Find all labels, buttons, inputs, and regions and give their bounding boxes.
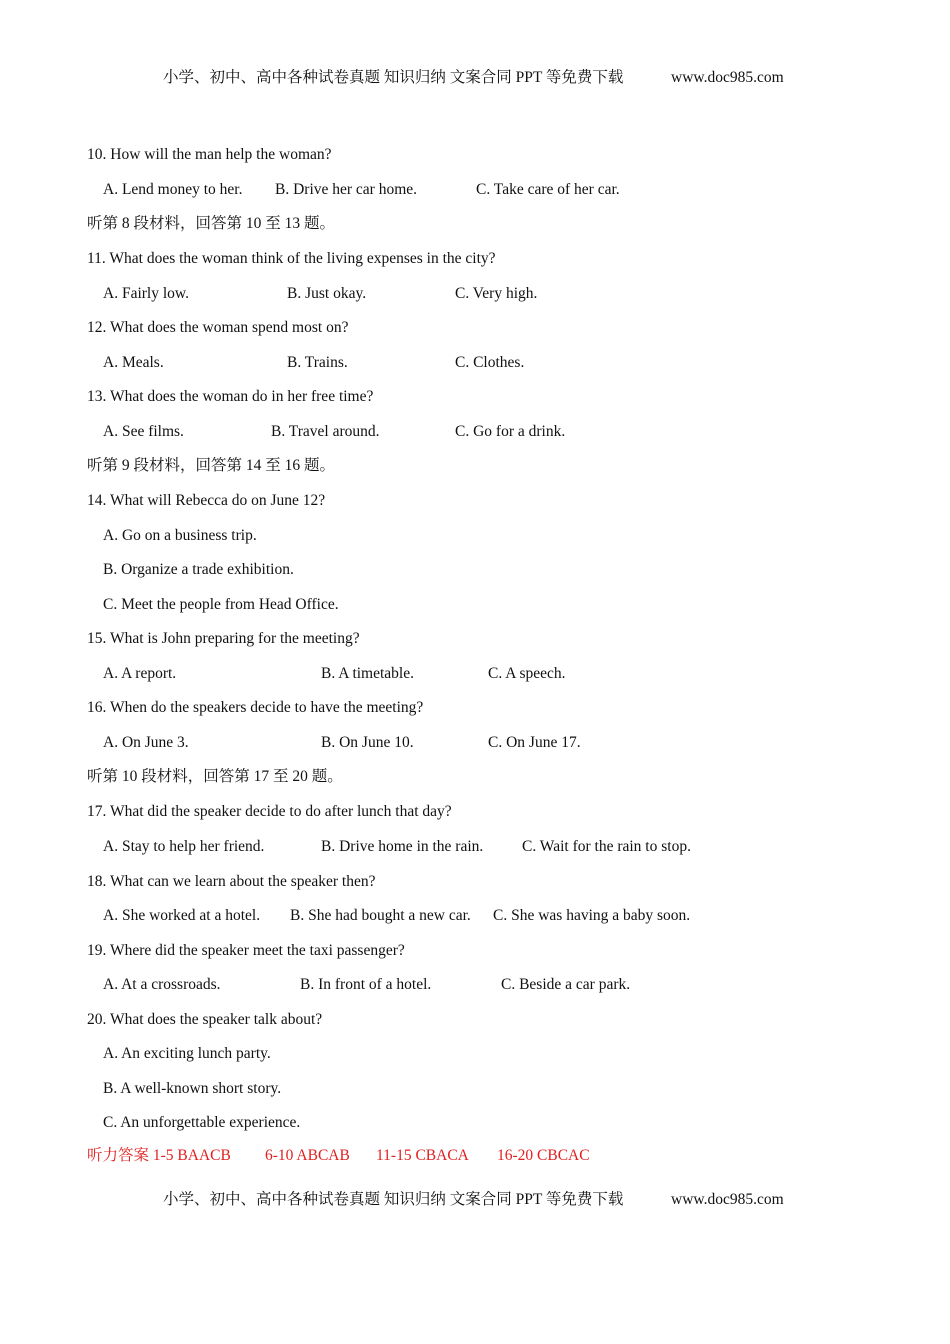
page-footer bbox=[163, 1190, 784, 1210]
option-c: C. On June 17. bbox=[488, 734, 581, 751]
option-b: B. Drive her car home. bbox=[275, 181, 418, 198]
option-b: B. Travel around. bbox=[271, 423, 380, 440]
question-stem: 13. What does the woman do in her free time? bbox=[87, 388, 374, 405]
option-c: C. Very high. bbox=[455, 285, 538, 302]
question-stem: 11. What does the woman think of the living expenses in the city? bbox=[87, 250, 496, 267]
page-header bbox=[163, 68, 784, 88]
option-a: A. She worked at a hotel. bbox=[103, 907, 261, 924]
option-c: C. Wait for the rain to stop. bbox=[522, 838, 691, 855]
option-a: A. Meals. bbox=[103, 354, 164, 371]
question-stem: 19. Where did the speaker meet the taxi passenger? bbox=[87, 942, 405, 959]
option-b: B. Just okay. bbox=[287, 285, 367, 302]
question-stem: 17. What did the speaker decide to do after lunch that day? bbox=[87, 803, 452, 820]
section-heading: 听第 8 段材料，回答第 10 至 13 题。 bbox=[87, 215, 336, 232]
option-a: A. On June 3. bbox=[103, 734, 189, 751]
option-a: A. Lend money to her. bbox=[103, 181, 243, 198]
answer-key-label: 听力答案 1-5 BAACB bbox=[87, 1147, 231, 1164]
question-stem: 10. How will the man help the woman? bbox=[87, 146, 332, 163]
question-stem: 20. What does the speaker talk about? bbox=[87, 1011, 323, 1028]
option-c: C. Take care of her car. bbox=[476, 181, 620, 198]
section-heading: 听第 9 段材料，回答第 14 至 16 题。 bbox=[87, 457, 336, 474]
option-a: A. An exciting lunch party. bbox=[103, 1045, 271, 1062]
option-c: C. She was having a baby soon. bbox=[493, 907, 691, 924]
option-b: B. A well-known short story. bbox=[103, 1080, 282, 1097]
answer-key-group: 16-20 CBCAC bbox=[497, 1147, 590, 1164]
option-c: C. Clothes. bbox=[455, 354, 525, 371]
option-b: B. She had bought a new car. bbox=[290, 907, 471, 924]
question-stem: 14. What will Rebecca do on June 12? bbox=[87, 492, 326, 509]
footer-text: 小学、初中、高中各种试卷真题 知识归纳 文案合同 PPT 等免费下载 bbox=[163, 1191, 624, 1208]
option-b: B. A timetable. bbox=[321, 665, 414, 682]
option-c: C. Go for a drink. bbox=[455, 423, 566, 440]
question-stem: 18. What can we learn about the speaker then? bbox=[87, 873, 376, 890]
option-b: B. Drive home in the rain. bbox=[321, 838, 484, 855]
option-b: B. Organize a trade exhibition. bbox=[103, 561, 294, 578]
option-b: B. In front of a hotel. bbox=[300, 976, 432, 993]
option-c: C. A speech. bbox=[488, 665, 566, 682]
answer-key-group: 11-15 CBACA bbox=[376, 1147, 469, 1164]
option-a: A. Fairly low. bbox=[103, 285, 189, 302]
answer-key-group: 6-10 ABCAB bbox=[265, 1147, 350, 1164]
question-stem: 12. What does the woman spend most on? bbox=[87, 319, 349, 336]
option-b: B. On June 10. bbox=[321, 734, 414, 751]
option-a: A. Stay to help her friend. bbox=[103, 838, 265, 855]
header-text: 小学、初中、高中各种试卷真题 知识归纳 文案合同 PPT 等免费下载 bbox=[163, 69, 624, 86]
option-a: A. See films. bbox=[103, 423, 184, 440]
footer-url: www.doc985.com bbox=[671, 1191, 784, 1208]
option-c: C. Beside a car park. bbox=[501, 976, 631, 993]
option-a: A. A report. bbox=[103, 665, 177, 682]
option-b: B. Trains. bbox=[287, 354, 348, 371]
option-a: A. Go on a business trip. bbox=[103, 527, 257, 544]
option-c: C. An unforgettable experience. bbox=[103, 1114, 301, 1131]
header-url: www.doc985.com bbox=[671, 69, 784, 86]
option-a: A. At a crossroads. bbox=[103, 976, 221, 993]
question-stem: 15. What is John preparing for the meeting? bbox=[87, 630, 360, 647]
question-stem: 16. When do the speakers decide to have the meeting? bbox=[87, 699, 424, 716]
option-c: C. Meet the people from Head Office. bbox=[103, 596, 339, 613]
section-heading: 听第 10 段材料，回答第 17 至 20 题。 bbox=[87, 768, 343, 785]
